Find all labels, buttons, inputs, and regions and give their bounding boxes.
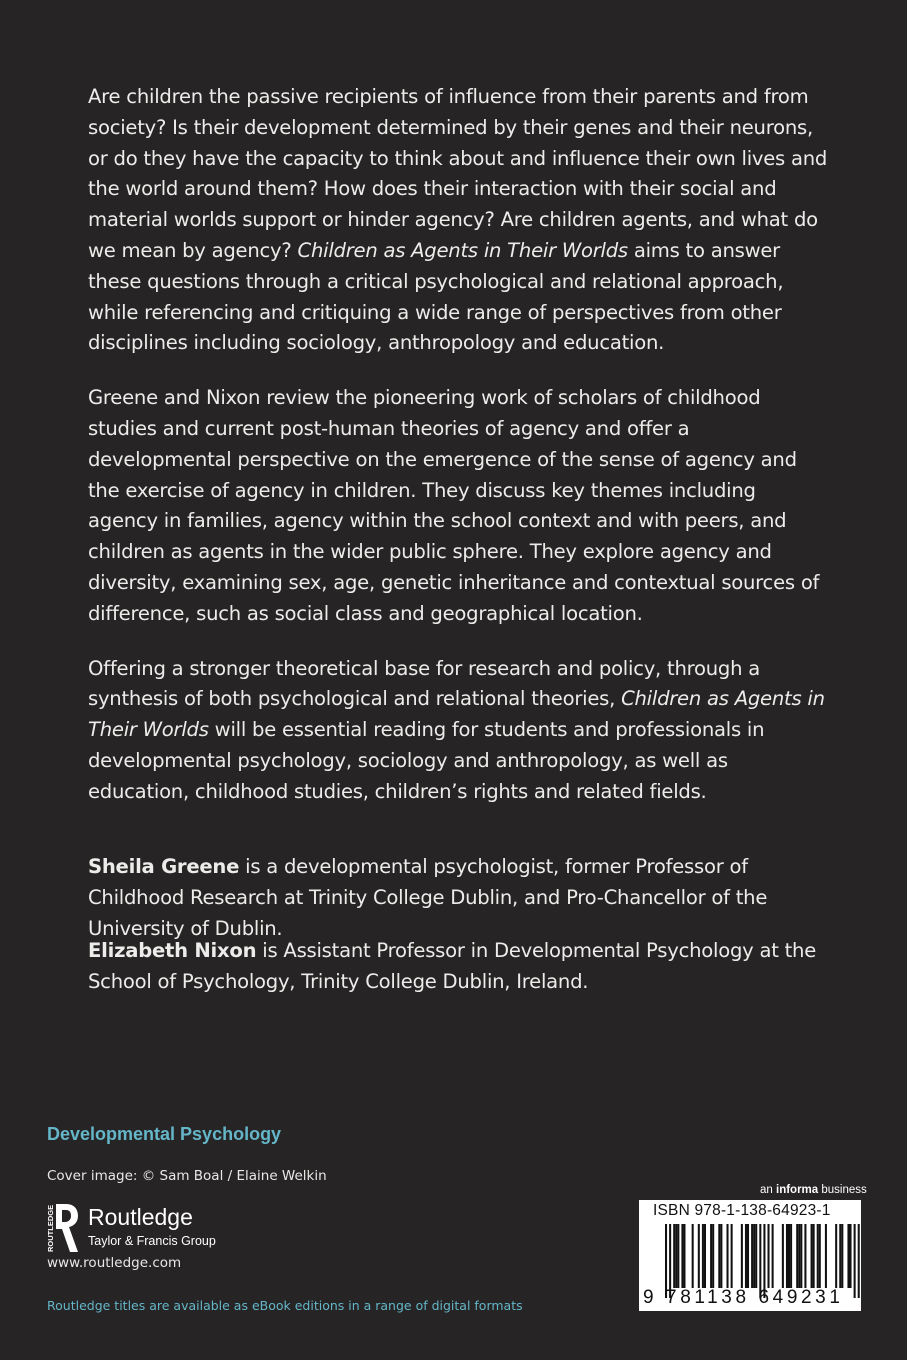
barcode-bar [800,1224,802,1288]
barcode-bar [692,1224,694,1288]
barcode-bar [731,1224,733,1288]
isbn-label: ISBN 978-1-138-64923-1 [653,1202,831,1219]
barcode-bar [847,1224,849,1288]
barcode-bar [702,1224,704,1288]
series-label: Developmental Psychology [47,1124,282,1144]
blurb-text: Offering a stronger theoretical base for research and policy, through a synthesis of both psychological and relational theories, [88,656,760,711]
barcode-bar [751,1224,753,1288]
informa-suffix: business [818,1184,867,1196]
author-bio-greene [88,852,828,944]
barcode-bar [745,1224,747,1288]
barcode-bar [835,1224,837,1288]
blurb-paragraph-3 [88,654,828,808]
barcode-bar [727,1224,729,1288]
barcode-bar [786,1224,788,1288]
routledge-vertical-text: ROUTLEDGE [46,1204,55,1252]
barcode-bar [675,1224,677,1288]
author-name: Elizabeth Nixon [88,939,257,962]
routledge-logo [42,1202,242,1254]
back-cover-blurb [88,82,828,832]
barcode-bar [850,1224,852,1288]
barcode-bar [772,1224,774,1288]
barcode-bar [741,1224,743,1288]
barcode-bar [825,1224,827,1288]
informa-business-label [760,1184,867,1196]
barcode-bar [753,1224,755,1288]
barcode-bar [704,1224,706,1288]
barcode-bar [677,1224,679,1288]
barcode-bar [798,1224,800,1288]
barcode-bar [710,1224,712,1288]
book-title: Children as Agents in Their Worlds [297,238,628,262]
barcode-bar [718,1224,720,1288]
author-bio-text: is a developmental psychologist, former Professor of Childhood Research at Trinity College Dublin, and Pro-Chancellor of the University of Dublin. [88,855,768,940]
isbn-barcode [639,1200,861,1311]
informa-prefix: an [760,1184,776,1196]
barcode-bar [698,1224,700,1288]
barcode-bar [755,1224,757,1288]
book-title: Children as Agents in Their Worlds [88,687,825,742]
blurb-paragraph-1 [88,82,828,359]
author-bio-text: is Assistant Professor in Developmental Psychology at the School of Psychology, Trinity College Dublin, Ireland. [88,939,817,993]
informa-brand: informa [776,1184,819,1196]
barcode-bar [673,1224,675,1288]
blurb-paragraph-2: Greene and Nixon review the pioneering work of scholars of childhood studies and current post-human theories of agency and offer a developmental perspective on the emergence of the sense of agency and the exercise of agency in children. They discuss key themes including agency in families, agency within the school context and with peers, and children as agents in the wider public sphere. They explore agency and diversity, examining sex, age, genetic inheritance and contextual sources of difference, such as social class and geographical location. [88,386,820,625]
barcode-bar [683,1224,685,1288]
barcode-bar [858,1224,860,1298]
barcode-bar [796,1224,798,1288]
routledge-logo-mark [42,1202,80,1254]
barcode-bar [819,1224,821,1288]
publisher-group: Taylor & Francis Group [88,1234,216,1248]
cover-credit: Cover image: © Sam Boal / Elaine Welkin [47,1168,327,1184]
barcode-bar [813,1224,815,1288]
barcode-bar [788,1224,790,1288]
publisher-website: www.routledge.com [47,1255,182,1271]
barcode-bar [790,1224,792,1288]
barcode-bar [720,1224,722,1288]
barcode-bar [841,1224,843,1288]
ebook-note: Routledge titles are available as eBook editions in a range of digital formats [47,1298,523,1313]
barcode-bar [782,1224,784,1288]
barcode-bar [681,1224,683,1288]
barcode-digits: 9 781138 649231 [643,1287,844,1308]
blurb-text: aims to answer these questions through a critical psychological and relational approach, while referencing and critiquing a wide range of perspectives from other disciplines including sociology, anthropology and education. [88,238,784,355]
barcode-bar [747,1224,749,1288]
blurb-text: will be essential reading for students and professionals in developmental psychology, sociology and anthropology, as well as education, childhood studies, children’s rights and related fields. [88,718,765,803]
barcode-bar [811,1224,813,1288]
barcode-bar [817,1224,819,1288]
author-name: Sheila Greene [88,855,240,878]
barcode-bar [768,1224,770,1288]
author-bio-nixon [88,936,828,998]
barcode-bar [804,1224,806,1288]
blurb-text: Are children the passive recipients of influence from their parents and from society? Is their development determined by their genes and their neurons, or do they have the capacity to think about and influence their own lives and the world around them? How does their interaction with their social and material worlds support or hinder agency? Are children agents, and what do we mean by agency? [88,85,828,262]
publisher-name: Routledge [88,1204,193,1230]
barcode-bar [712,1224,714,1288]
barcode-bar [839,1224,841,1288]
